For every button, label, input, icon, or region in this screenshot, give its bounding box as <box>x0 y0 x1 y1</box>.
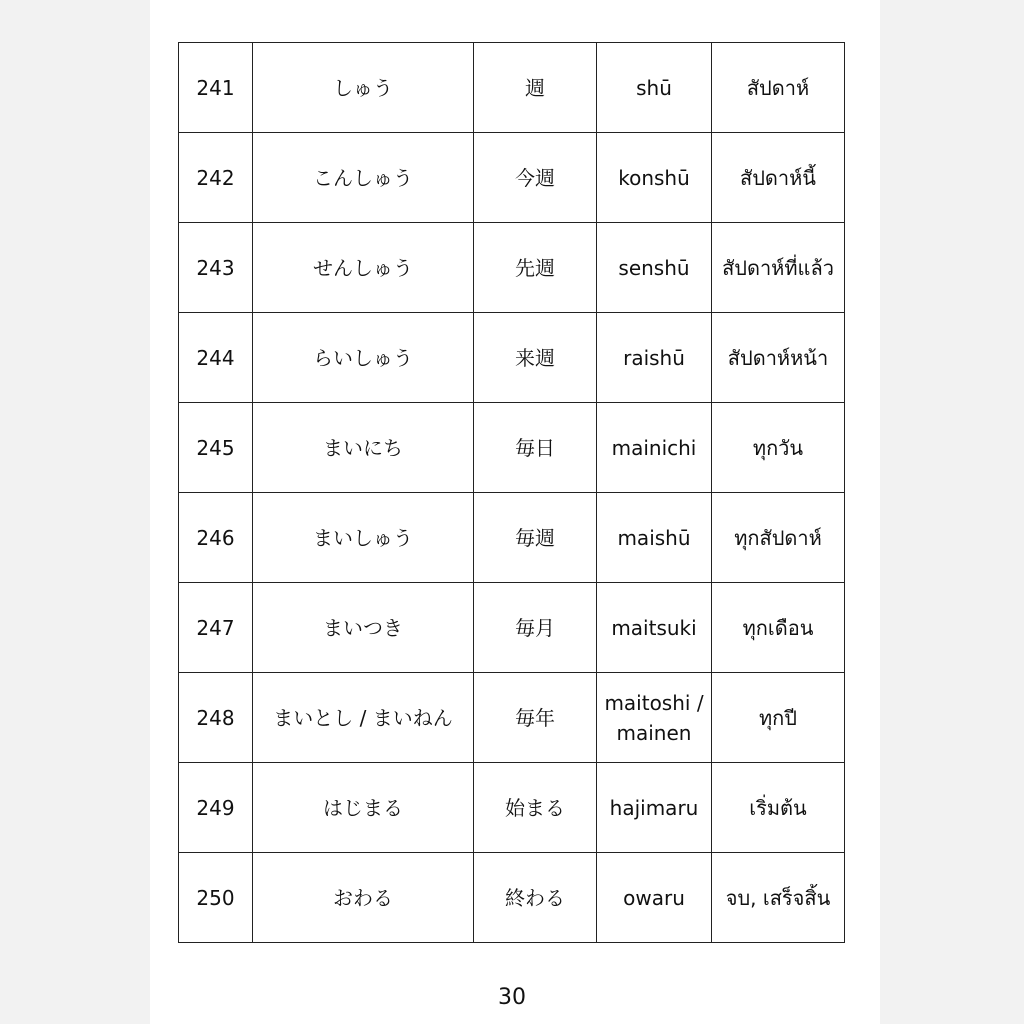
hiragana-reading: まいとし / まいねん <box>253 673 474 763</box>
thai-meaning: ทุกสัปดาห์ <box>712 493 845 583</box>
table-row <box>179 223 845 313</box>
hiragana-reading: まいしゅう <box>253 493 474 583</box>
kanji-word: 毎年 <box>474 673 597 763</box>
kanji-word: 毎月 <box>474 583 597 673</box>
thai-meaning: สัปดาห์ <box>712 43 845 133</box>
romaji-reading: mainichi <box>597 403 712 493</box>
romaji-reading: maishū <box>597 493 712 583</box>
table-row <box>179 583 845 673</box>
thai-meaning: เริ่มต้น <box>712 763 845 853</box>
romaji-reading: konshū <box>597 133 712 223</box>
romaji-line-2: mainen <box>616 720 692 745</box>
hiragana-reading: せんしゅう <box>253 223 474 313</box>
hiragana-reading: はじまる <box>253 763 474 853</box>
entry-number: 246 <box>179 493 253 583</box>
romaji-reading: owaru <box>597 853 712 943</box>
kanji-word: 先週 <box>474 223 597 313</box>
romaji-reading <box>597 673 712 763</box>
kanji-word: 毎週 <box>474 493 597 583</box>
kanji-word: 毎日 <box>474 403 597 493</box>
kanji-word: 来週 <box>474 313 597 403</box>
thai-meaning: ทุกวัน <box>712 403 845 493</box>
kanji-word: 始まる <box>474 763 597 853</box>
table-row <box>179 853 845 943</box>
thai-meaning: จบ, เสร็จสิ้น <box>712 853 845 943</box>
entry-number: 245 <box>179 403 253 493</box>
table-row <box>179 493 845 583</box>
thai-meaning: ทุกเดือน <box>712 583 845 673</box>
hiragana-reading: まいつき <box>253 583 474 673</box>
table-row <box>179 763 845 853</box>
table-row <box>179 43 845 133</box>
entry-number: 249 <box>179 763 253 853</box>
entry-number: 250 <box>179 853 253 943</box>
entry-number: 248 <box>179 673 253 763</box>
entry-number: 243 <box>179 223 253 313</box>
romaji-reading: raishū <box>597 313 712 403</box>
kanji-word: 終わる <box>474 853 597 943</box>
hiragana-reading: おわる <box>253 853 474 943</box>
entry-number: 241 <box>179 43 253 133</box>
hiragana-reading: らいしゅう <box>253 313 474 403</box>
hiragana-reading: こんしゅう <box>253 133 474 223</box>
entry-number: 247 <box>179 583 253 673</box>
table-row <box>179 403 845 493</box>
romaji-reading: hajimaru <box>597 763 712 853</box>
thai-meaning: ทุกปี <box>712 673 845 763</box>
entry-number: 244 <box>179 313 253 403</box>
hiragana-reading: まいにち <box>253 403 474 493</box>
romaji-line-1: maitoshi / <box>604 690 704 715</box>
table-row <box>179 673 845 763</box>
entry-number: 242 <box>179 133 253 223</box>
kanji-word: 今週 <box>474 133 597 223</box>
romaji-reading: maitsuki <box>597 583 712 673</box>
thai-meaning: สัปดาห์นี้ <box>712 133 845 223</box>
romaji-reading: senshū <box>597 223 712 313</box>
kanji-word: 週 <box>474 43 597 133</box>
hiragana-reading: しゅう <box>253 43 474 133</box>
romaji-reading: shū <box>597 43 712 133</box>
thai-meaning: สัปดาห์หน้า <box>712 313 845 403</box>
page-number: 30 <box>498 985 526 1010</box>
table-row <box>179 313 845 403</box>
thai-meaning: สัปดาห์ที่แล้ว <box>712 223 845 313</box>
table-row <box>179 133 845 223</box>
vocabulary-table <box>178 42 845 943</box>
